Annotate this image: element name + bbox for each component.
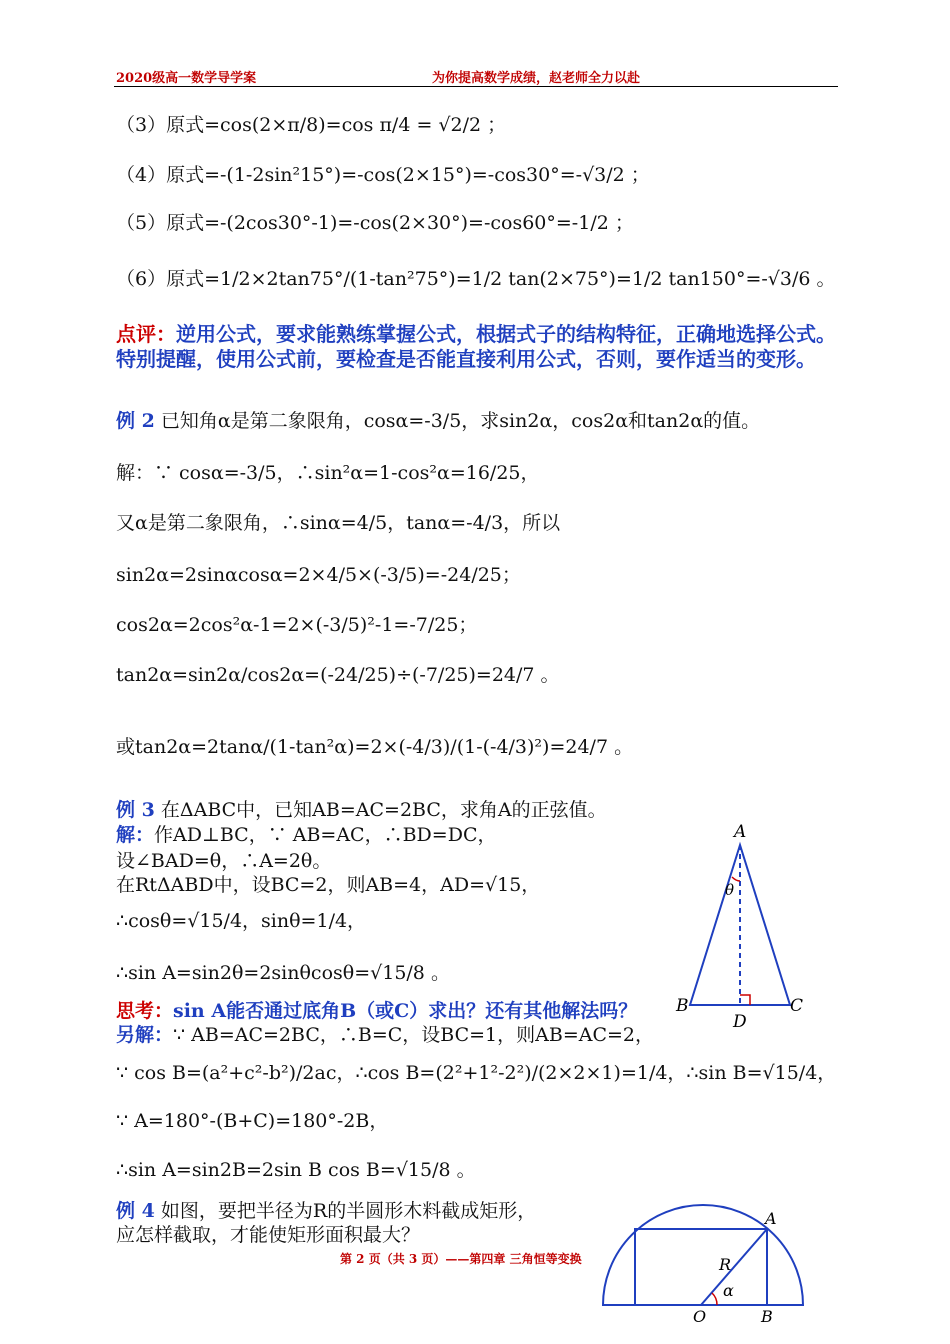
ex4-line-2: 应怎样截取，才能使矩形面积最大？: [116, 1224, 421, 1246]
right-angle-mark: [740, 995, 750, 1005]
think-text: sin A能否通过底角B（或C）求出？还有其他解法吗？: [173, 1000, 638, 1022]
ex2-line-1: 解：∵ cosα=-3/5，∴sin²α=1-cos²α=16/25，: [116, 462, 540, 484]
item-6: （6）原式=1/2×2tan75°/(1-tan²75°)=1/2 tan(2×75°)=1/2 tan150°=-√3/6 。: [116, 268, 836, 290]
ex4-text-1: 如图，要把半径为R的半圆形木料截成矩形，: [160, 1200, 537, 1222]
triangle-figure: [670, 815, 820, 1035]
label-a: A: [734, 822, 747, 842]
ex4-label: 例 4: [116, 1200, 155, 1222]
label-c: C: [790, 996, 804, 1016]
comment-label: 点评：: [116, 322, 176, 346]
ex3-line-5: ∴sin A=sin2θ=2sinθcosθ=√15/8 。: [116, 962, 450, 984]
think-label: 思考：: [116, 1000, 174, 1022]
label-a2: A: [765, 1209, 777, 1228]
ex2-line-4: cos2α=2cos²α-1=2×(-3/5)²-1=-7/25；: [116, 614, 478, 636]
radius-oa: [701, 1229, 767, 1305]
item-5: （5）原式=-(2cos30°-1)=-cos(2×30°)=-cos60°=-1/2 ；: [116, 212, 634, 234]
ex2-line-3: sin2α=2sinαcosα=2×4/5×(-3/5)=-24/25；: [116, 564, 521, 586]
label-alpha: α: [723, 1281, 734, 1300]
item-4: （4）原式=-(1-2sin²15°)=-cos(2×15°)=-cos30°=-√3/2 ；: [116, 164, 650, 186]
label-b: B: [676, 996, 689, 1016]
semicircle-figure: [595, 1200, 815, 1344]
label-theta: θ: [725, 881, 735, 899]
ex3-line-4: ∴cosθ=√15/4，sinθ=1/4，: [116, 910, 367, 932]
ex3-alt-line-2: ∵ cos B=(a²+c²-b²)/2ac，∴cos B=(2²+1²-2²)/(2×2×1)=1/4，∴sin B=√15/4，: [116, 1062, 837, 1084]
ex2-line-5: tan2α=sin2α/cos2α=(-24/25)÷(-7/25)=24/7 。: [116, 664, 560, 686]
header-rule: [114, 86, 838, 87]
label-b2: B: [761, 1307, 773, 1326]
ex3-stem-text: 在ΔABC中，已知AB=AC=2BC，求角A的正弦值。: [160, 799, 607, 821]
comment-block: [116, 322, 846, 372]
ex3-line-3: 在RtΔABD中，设BC=2，则AB=4，AD=√15，: [116, 874, 541, 896]
ex3-line-2: 设∠BAD=θ，∴A=2θ。: [116, 850, 332, 872]
alt-text-1: ∵ AB=AC=2BC，∴B=C，设BC=1，则AB=AC=2，: [173, 1024, 655, 1046]
alt-label: 另解：: [116, 1024, 174, 1046]
label-o: O: [693, 1307, 707, 1326]
comment-text: 逆用公式，要求能熟练掌握公式，根据式子的结构特征，正确地选择公式。特别提醒，使用公式前，要检查是否能直接利用公式，否则，要作适当的变形。: [116, 322, 836, 371]
ex3-label: 例 3: [116, 799, 155, 821]
header-right: 为你提高数学成绩，赵老师全力以赴: [432, 71, 641, 86]
ex3-line-1: [116, 820, 496, 847]
inscribed-rectangle: [635, 1229, 767, 1305]
label-r: R: [719, 1255, 732, 1274]
ex2-stem: [116, 406, 760, 433]
item-3: （3）原式=cos(2×π/8)=cos π/4 = √2/2 ；: [116, 114, 507, 136]
ex3-alt-line-4: ∴sin A=sin2B=2sin B cos B=√15/8 。: [116, 1159, 476, 1181]
ex3-sol-label: 解：: [116, 824, 155, 846]
ex3-stem: [116, 795, 607, 822]
ex2-label: 例 2: [116, 410, 155, 432]
ex2-line-2: 又α是第二象限角，∴sinα=4/5，tanα=-4/3，所以: [116, 512, 561, 534]
footer: 第 2 页（共 3 页）——第四章 三角恒等变换: [340, 1252, 582, 1266]
ex2-line-6: 或tan2α=2tanα/(1-tan²α)=2×(-4/3)/(1-(-4/3)²)=24/7 。: [116, 736, 634, 758]
ex3-alt-line-1: [116, 1020, 654, 1047]
ex2-stem-text: 已知角α是第二象限角，cosα=-3/5，求sin2α，cos2α和tan2α的值。: [160, 410, 761, 432]
ex3-alt-line-3: ∵ A=180°-(B+C)=180°-2B，: [116, 1110, 389, 1132]
alpha-arc: [712, 1293, 717, 1305]
ex3-sol-text: 作AD⊥BC，∵ AB=AC，∴BD=DC，: [154, 824, 497, 846]
ex4-line-1: [116, 1196, 536, 1223]
header-left: 2020级高一数学导学案: [116, 71, 257, 86]
label-d: D: [733, 1012, 747, 1032]
ex3-think: [116, 996, 637, 1023]
